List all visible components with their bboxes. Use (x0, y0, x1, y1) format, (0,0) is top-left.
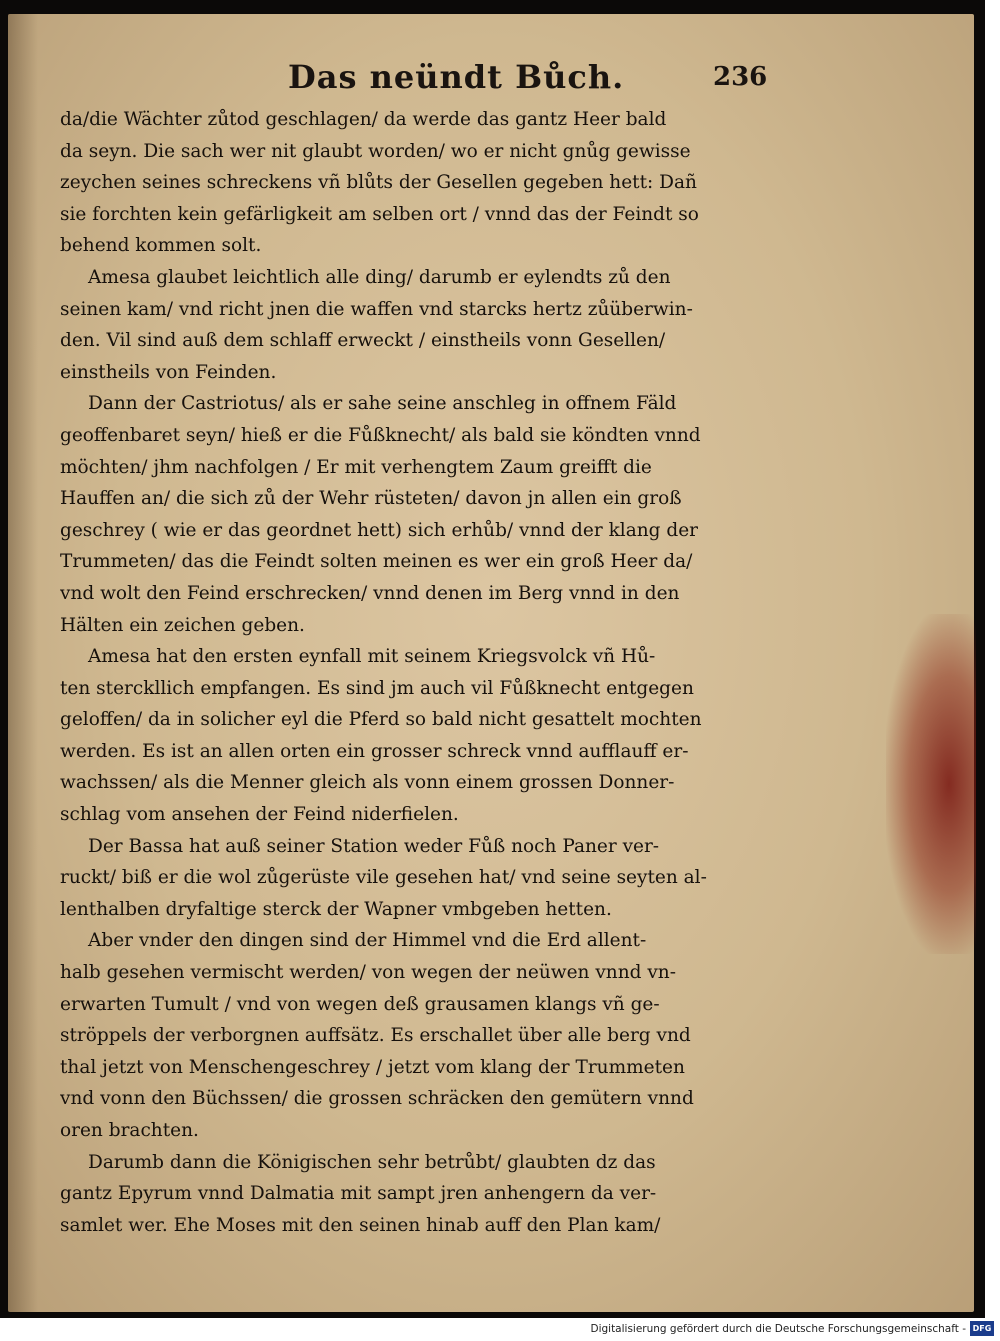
text-line: Der Bassa hat auß seiner Station weder Fůß noch Paner ver- (88, 835, 660, 857)
text-line: Darumb dann die Königischen sehr betrůbt/ glaubten dz das (88, 1151, 656, 1173)
text-line: vnd vonn den Büchssen/ die grossen schräcken den gemütern vnnd (60, 1088, 694, 1110)
text-line: den. Vil sind auß dem schlaff erweckt / einstheils vonn Gesellen/ (60, 330, 666, 352)
text-line: schlag vom ansehen der Feind niderfielen. (60, 804, 459, 826)
body-text (60, 104, 760, 1241)
text-line: thal jetzt von Menschengeschrey / jetzt vom klang der Trummeten (60, 1056, 685, 1078)
text-line: erwarten Tumult / vnd von wegen deß grausamen klangs vñ ge- (60, 993, 660, 1015)
text-line: Dann der Castriotus/ als er sahe seine anschleg in offnem Fäld (88, 393, 677, 415)
text-line: oren brachten. (60, 1120, 199, 1141)
text-line: da/die Wächter zůtod geschlagen/ da werde das gantz Heer bald (60, 109, 667, 130)
text-line: ruckt/ biß er die wol zůgerüste vile gesehen hat/ vnd seine seyten al- (60, 867, 707, 889)
footer-credit: Digitalisierung gefördert durch die Deutsche Forschungsgemeinschaft - (590, 1323, 966, 1335)
text-line: geschrey ( wie er das geordnet hett) sich erhůb/ vnnd der klang der (60, 519, 698, 541)
text-line: sie forchten kein gefärligkeit am selben ort / vnnd das der Feindt so (60, 203, 699, 225)
text-line: werden. Es ist an allen orten ein grosser schreck vnnd aufflauff er- (60, 740, 689, 762)
running-head: Das neündt Bůch. (288, 58, 625, 96)
text-line: seinen kam/ vnd richt jnen die waffen vnd starcks hertz zůüberwin- (60, 298, 693, 320)
text-line: halb gesehen vermischt werden/ von wegen der neüwen vnnd vn- (60, 962, 676, 984)
page-number: 236 (713, 62, 768, 92)
text-line: Hälten ein zeichen geben. (60, 614, 305, 636)
red-stain (886, 614, 976, 954)
gutter-shadow (8, 14, 38, 1312)
dfg-logo: DFG (970, 1321, 994, 1336)
text-line: Amesa hat den ersten eynfall mit seinem Kriegsvolck vñ Hů- (88, 646, 656, 668)
text-line: wachssen/ als die Menner gleich als vonn einem grossen Donner- (60, 772, 675, 794)
page-header (8, 58, 974, 108)
text-line: Amesa glaubet leichtlich alle ding/ darumb er eylendts zů den (88, 266, 671, 288)
text-line: da seyn. Die sach wer nit glaubt worden/ wo er nicht gnůg gewisse (60, 140, 691, 162)
text-line: Hauffen an/ die sich zů der Wehr rüsteten/ davon jn allen ein groß (60, 488, 682, 510)
text-line: ströppels der verborgnen auffsätz. Es erschallet über alle berg vnd (60, 1025, 691, 1047)
text-line: geoffenbaret seyn/ hieß er die Fůßknecht/ als bald sie köndten vnnd (60, 424, 701, 446)
text-line: vnd wolt den Feind erschrecken/ vnnd denen im Berg vnnd in den (60, 582, 680, 604)
text-line: lenthalben dryfaltige sterck der Wapner vmbgeben hetten. (60, 898, 612, 920)
text-line: ten sterckllich empfangen. Es sind jm auch vil Fůßknecht entgegen (60, 677, 694, 699)
text-line: behend kommen solt. (60, 235, 262, 257)
text-line: Aber vnder den dingen sind der Himmel vnd die Erd allent- (88, 930, 647, 952)
text-line: samlet wer. Ehe Moses mit den seinen hinab auff den Plan kam/ (60, 1214, 661, 1236)
footer-bar (0, 1318, 1000, 1341)
text-line: einstheils von Feinden. (60, 361, 277, 383)
text-line: möchten/ jhm nachfolgen / Er mit verhengtem Zaum greifft die (60, 456, 652, 478)
text-line: Trummeten/ das die Feindt solten meinen es wer ein groß Heer da/ (60, 551, 693, 573)
text-line: geloffen/ da in solicher eyl die Pferd so bald nicht gesattelt mochten (60, 709, 702, 731)
text-line: zeychen seines schreckens vñ blůts der Gesellen gegeben hett: Dañ (60, 172, 697, 194)
text-line: gantz Epyrum vnnd Dalmatia mit sampt jren anhengern da ver- (60, 1183, 657, 1205)
